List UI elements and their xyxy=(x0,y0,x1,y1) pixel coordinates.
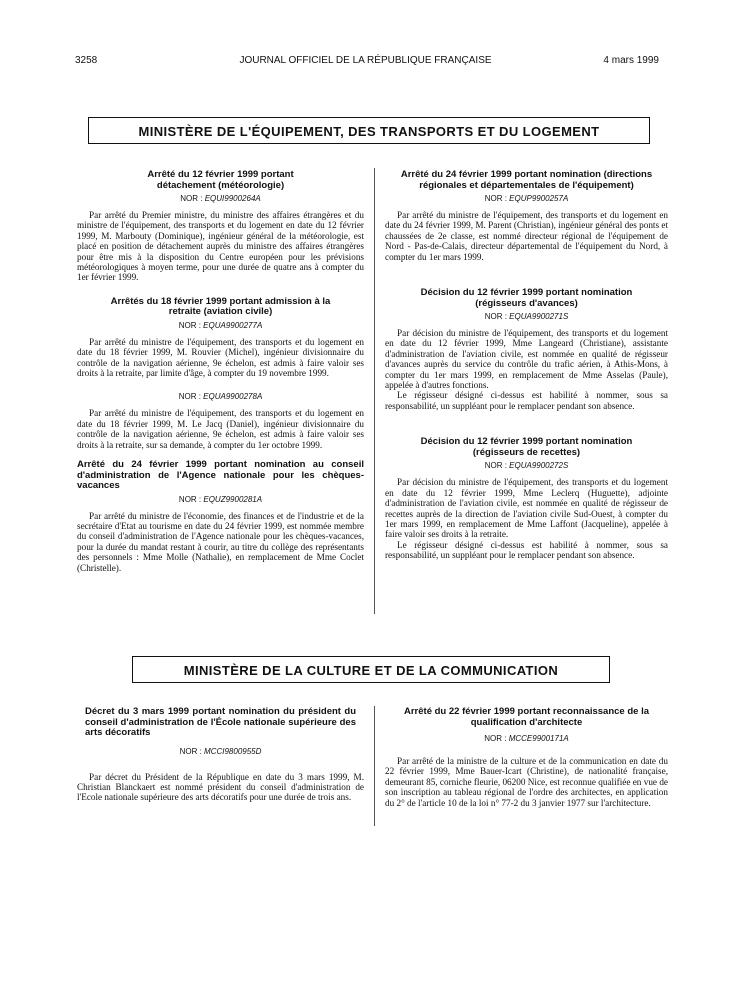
nor-reference: NOR : EQUA9900278A xyxy=(178,392,263,402)
nor-reference: NOR : EQUZ9900281A xyxy=(178,494,263,504)
article-text: Par arrêté du ministre de l'équipement, des transports et du logement en date du 24 février 1999, M. Parent (Christian), ingénieur général des ponts et chaussées de 2e classe, est nommé directeur régional de l'équipement de Nord - Pas-de-Calais, directeur départemental de l'équipement du Nord, à compter du 1er mars 1999. xyxy=(385,210,668,262)
nor-reference: NOR : MCCI9800955D xyxy=(179,746,262,756)
ministry-banner-culture xyxy=(132,656,610,683)
ministry-title: MINISTÈRE DE LA CULTURE ET DE LA COMMUNICATION xyxy=(183,663,559,678)
nor-reference: NOR : MCCE9900171A xyxy=(484,734,569,743)
nor-reference: NOR : EQUA9900272S xyxy=(484,461,569,471)
column-divider xyxy=(374,168,375,614)
article-text: Le régisseur désigné ci-dessus est habilité à nommer, sous sa responsabilité, un suppléant pour le remplacer pendant son absence. xyxy=(385,539,668,561)
section1-left-column xyxy=(77,170,364,573)
article-title: Arrêté du 24 février 1999 portant nomination au conseil d'administration de l'Agence nationale pour les chèques-vacances xyxy=(77,459,364,492)
section2-left-column xyxy=(77,707,364,803)
article-text: Par arrêté du ministre de l'économie, des finances et de l'industrie et de la secrétaire d'Etat au tourisme en date du 24 février 1999, est nommée membre du conseil d'administration de l'Agence nationale pour les chèques-vacances, pour la durée du mandat restant à courir, au titre du collège des représentants des personnels : Mme Molle (Nathalie), en remplacement de Mme Coclet (Christelle). xyxy=(77,510,364,573)
article xyxy=(385,170,668,262)
article-text: Par décision du ministre de l'équipement, des transports et du logement en date du 12 février 1999, Mme Langeard (Christiane), assistante d'administration de l'aviation civile, est nommée en qualité de régisseur d'avances auprès du service du contrôle du trafic aérien, à Athis-Mons, à compter du 1er mars 1999, en remplacement de Mme Asselas (Paule), appelée à d'autres fonctions. xyxy=(385,328,668,391)
article-text: Par arrêté du ministre de l'équipement, des transports et du logement en date du 18 février 1999, M. Le Jacq (Daniel), ingénieur divisionnaire du contrôle de la navigation aérienne, 9e échelon, est admis à faire valoir ses droits à la retraite, sur sa demande, à compter du 1er octobre 1999. xyxy=(77,408,364,450)
ministry-title: MINISTÈRE DE L'ÉQUIPEMENT, DES TRANSPORTS ET DU LOGEMENT xyxy=(138,124,600,139)
article xyxy=(385,288,668,411)
nor-reference: NOR : EQUP9900257A xyxy=(484,194,569,203)
column-divider xyxy=(374,706,375,826)
article-title: Décision du 12 février 1999 portant nomination (régisseurs de recettes) xyxy=(420,436,633,458)
article xyxy=(77,170,364,283)
article-text: Par arrêté du ministre de l'équipement, des transports et du logement en date du 18 février 1999, M. Rouvier (Michel), ingénieur divisionnaire du contrôle de la navigation aérienne, 9e échelon, est admis à faire valoir ses droits à la retraite, par limite d'âge, à compter du 19 novembre 1999. xyxy=(77,336,364,379)
article xyxy=(77,392,364,450)
article-title: Arrêté du 12 février 1999 portant détachement (météorologie) xyxy=(147,169,294,191)
article-text: Par arrêté du Premier ministre, du ministre des affaires étrangères et du ministre de l'équipement, des transports et du logement en date du 12 février 1999, M. Marbouty (Dominique), ingénieur général de la météorologie, est placé en position de détachement auprès du ministre des affaires étrangères pour être mis à la disposition du Centre européen pour les prévisions météorologiques à moyen terme, pour une durée de quatre ans à compter du 1er février 1999. xyxy=(77,210,364,283)
article-title: Décision du 12 février 1999 portant nomination (régisseurs d'avances) xyxy=(420,287,633,309)
section1-right-column xyxy=(385,170,668,561)
page-number: 3258 xyxy=(75,55,98,66)
article-title: Décret du 3 mars 1999 portant nomination du président du conseil d'administration de l'École nationale supérieure des arts décoratifs xyxy=(85,706,356,738)
article-text: Par décret du Président de la République en date du 3 mars 1999, M. Christian Blanckaert est nommé président du conseil d'administration de l'Ecole nationale supérieure des arts décoratifs pour une durée de trois ans. xyxy=(77,771,364,803)
article xyxy=(77,460,364,573)
article xyxy=(77,297,364,379)
article-title: Arrêtés du 18 février 1999 portant admission à la retraite (aviation civile) xyxy=(110,295,331,318)
nor-reference: NOR : EQUI9900264A xyxy=(180,194,261,203)
nor-reference: NOR : EQUA9900271S xyxy=(484,312,569,322)
nor-reference: NOR : EQUA9900277A xyxy=(178,320,263,330)
journal-title: JOURNAL OFFICIEL DE LA RÉPUBLIQUE FRANÇAISE xyxy=(239,55,492,66)
article xyxy=(385,437,668,560)
article-title: Arrêté du 22 février 1999 portant reconnaissance de la qualification d'architecte xyxy=(404,706,649,728)
ministry-banner-equipement xyxy=(88,117,650,144)
article xyxy=(77,707,364,803)
article-text: Le régisseur désigné ci-dessus est habilité à nommer, sous sa responsabilité, un suppléant pour le remplacer pendant son absence. xyxy=(385,390,668,411)
article-title: Arrêté du 24 février 1999 portant nomination (directions régionales et départementales de l'équipement) xyxy=(400,169,653,191)
article-text: Par arrêté de la ministre de la culture et de la communication en date du 22 février 1999, Mme Bauer-Icart (Christine), de nationalité française, demeurant 85, corniche fleurie, 06200 Nice, est reconnue qualifiée en vue de son inscription au tableau régional de l'ordre des architectes, en application du 2° de l'article 10 de la loi n° 77-2 du 3 janvier 1977 sur l'architecture. xyxy=(385,756,668,808)
issue-date: 4 mars 1999 xyxy=(603,55,659,66)
section2-right-column xyxy=(385,707,668,808)
article-text: Par décision du ministre de l'équipement, des transports et du logement en date du 12 février 1999, Mme Leclerq (Huguette), adjointe d'administration de l'aviation civile, est nommée en qualité de régisseur de recettes auprès de la direction de l'aviation civile Sud-Ouest, à compter du 1er mars 1999, en remplacement de Mme Laffont (Jacqueline), appelée à faire valoir ses droits à la retraite. xyxy=(385,477,668,540)
article xyxy=(385,707,668,808)
